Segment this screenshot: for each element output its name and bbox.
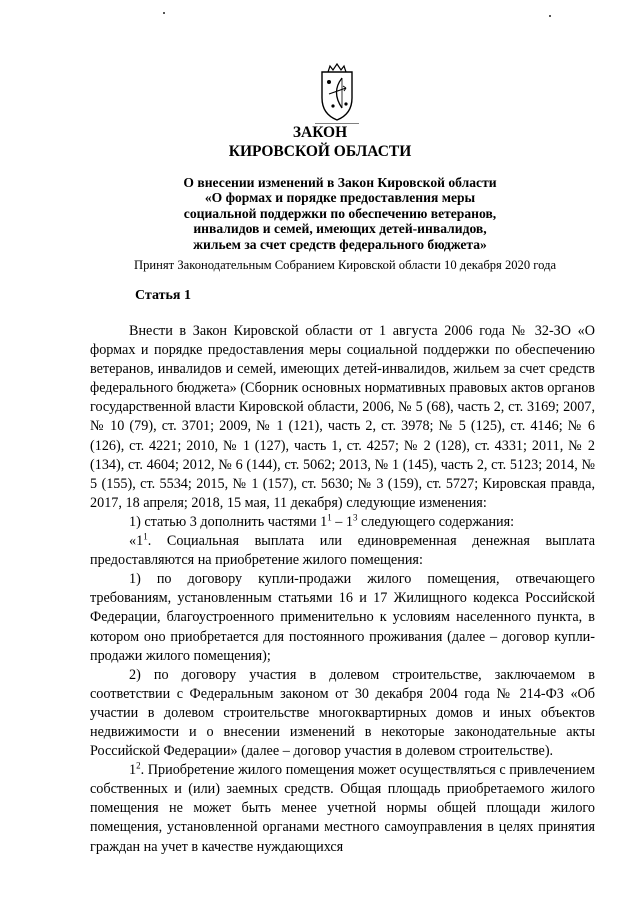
paragraph <box>90 513 595 532</box>
text: следующего содержания: <box>357 513 515 530</box>
adoption-note: Принят Законодательным Собранием Кировской области 10 декабря 2020 года <box>134 258 557 272</box>
article-heading: Статья 1 <box>135 288 191 303</box>
text: – 1 <box>331 513 353 530</box>
scan-speck <box>549 15 551 17</box>
law-region-title: КИРОВСКОЙ ОБЛАСТИ <box>228 143 412 160</box>
article-body <box>90 322 595 857</box>
text: . Приобретение жилого помещения может осуществляться с привлечением собственных и (или) заемных средств. Общая площадь приобретаемого жилого помещения не может быть менее учетной нормы общей площади жилого помещения, установленной органами местного самоуправления в целях принятия граждан на учет в качестве нуждающихся <box>90 762 595 855</box>
paragraph <box>90 532 595 570</box>
subtitle-line: жильем за счет средств федерального бюджета» <box>193 236 487 252</box>
text: 1 <box>129 762 137 779</box>
subtitle-line: «О формах и порядке предоставления меры <box>204 190 476 206</box>
paragraph: 1) по договору купли-продажи жилого помещения, отвечающего требованиям, установленным статьями 16 и 17 Жилищного кодекса Российской Федерации, благоустроенного применительно к условиям населенного пункта, в котором оно приобретается для постоянного проживания (далее – договор купли-продажи жилого помещения); <box>90 571 595 664</box>
text: . Социальная выплата или единовременная денежная выплата предоставляются на приобретение жилого помещения: <box>90 533 595 569</box>
text: «1 <box>129 533 144 550</box>
paragraph: 2) по договору участия в долевом строительстве, заключаемом в соответствии с Федеральным законом от 30 декабря 2004 года № 214-ФЗ «Об участии в долевом строительстве многоквартирных домов и иных объектов недвижимости и о внесении изменений в некоторые законодательные акты Российской Федерации» (далее – договор участия в долевом строительстве). <box>90 666 595 760</box>
superscript: 3 <box>352 512 358 523</box>
text: 1) статью 3 дополнить частями 1 <box>129 513 328 530</box>
subtitle-line: социальной поддержки по обеспечению ветеранов, <box>183 205 497 221</box>
subtitle-line: инвалидов и семей, имеющих детей-инвалидов, <box>193 221 487 237</box>
scan-speck <box>163 12 165 14</box>
law-title: ЗАКОН <box>292 124 348 141</box>
paragraph: Внести в Закон Кировской области от 1 августа 2006 года № 32-ЗО «О формах и порядке предоставления меры социальной поддержки по обеспечению ветеранов, инвалидов и семей, имеющих детей-инвалидов, жильем за счет средств федерального бюджета» (Сборник основных нормативных правовых актов органов государственной власти Кировской области, 2006, № 5 (68), часть 2, ст. 3169; 2007, № 10 (79), ст. 3701; 2009, № 1 (121), часть 2, ст. 3978; № 5 (125), ст. 4146; № 6 (126), ст. 4221; 2010, № 1 (127), часть 1, ст. 4257; № 2 (128), ст. 4331; 2011, № 2 (134), ст. 4604; 2012, № 6 (144), ст. 5062; 2013, № 1 (145), часть 2, ст. 5123; 2014, № 5 (155), ст. 5534; 2015, № 1 (157), ст. 5630; № 3 (159), ст. 5727; Кировская правда, 2017, 18 апреля; 2018, 15 мая, 11 декабря) следующие изменения: <box>90 323 595 511</box>
subtitle-line: О внесении изменений в Закон Кировской области <box>183 175 497 190</box>
superscript: 1 <box>143 531 148 542</box>
law-subtitle <box>150 175 530 252</box>
superscript: 1 <box>327 512 332 523</box>
coat-of-arms-icon <box>312 62 362 124</box>
paragraph <box>90 761 595 856</box>
superscript: 2 <box>136 760 141 771</box>
